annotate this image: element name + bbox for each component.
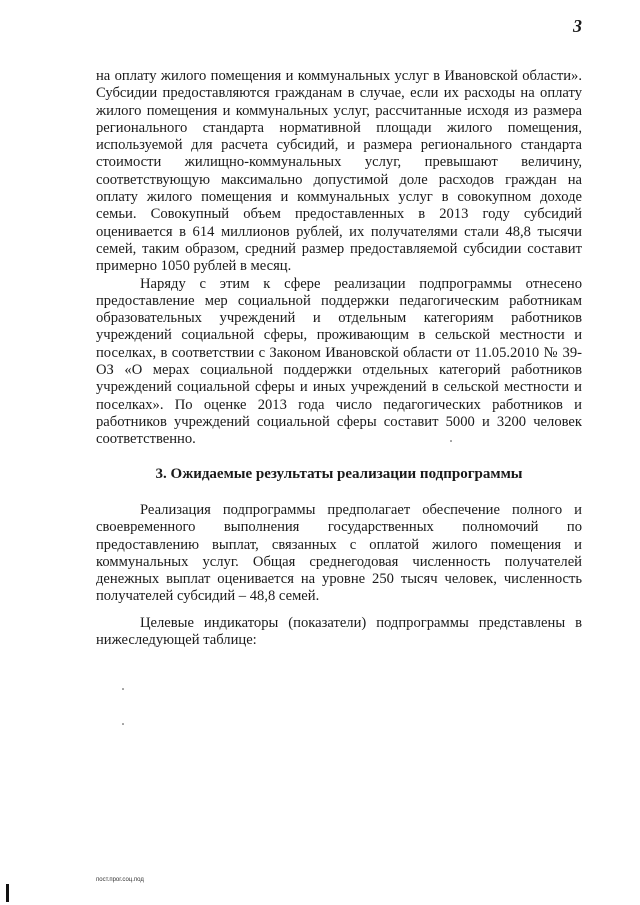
footer-filename: пост.прог.соц.под bbox=[96, 877, 144, 883]
scan-speck bbox=[122, 688, 124, 690]
paragraph-subsidies: на оплату жилого помещения и коммунальных услуг в Ивановской области». Субсидии предоставляются гражданам в случае, если их расходы на оплату жилого помещения и коммунальных услуг, рассчитанные исходя из размера регионального стандарта нормативной площади жилого помещения, используемой для расчета субсидий, и размера регионального стандарта стоимости жилищно-коммунальных услуг, превышают величину, соответствующую максимально допустимой доле расходов граждан на оплату жилого помещения и коммунальных услуг в совокупном доходе семьи. Совокупный объем предоставленных в 2013 году субсидий оценивается в 614 миллионов рублей, их получателями стали 48,8 тысячи семей, таким образом, средний размер предоставляемой субсидии составит примерно 1050 рублей в месяц. bbox=[96, 68, 582, 275]
body-text-top bbox=[96, 68, 582, 449]
page-number: 3 bbox=[573, 16, 582, 36]
section-heading: 3. Ожидаемые результаты реализации подпрограммы bbox=[155, 466, 523, 482]
paragraph-social-support: Наряду с этим к сфере реализации подпрограммы отнесено предоставление мер социальной поддержки педагогическим работникам образовательных учреждений и отдельным категориям работников учреждений социальной сферы, проживающим в сельской местности и поселках, в соответствии с Законом Ивановской области от 11.05.2010 № 39-ОЗ «О мерах социальной поддержки отдельных категорий работников учреждений социальной сферы и иных учреждений в сельской местности и поселках». По оценке 2013 года число педагогических работников и работников учреждений социальной сферы составит 5000 и 3200 человек соответственно. bbox=[96, 275, 582, 448]
paragraph-target-indicators: Целевые индикаторы (показатели) подпрограммы представлены в нижеследующей таблице: bbox=[96, 614, 582, 649]
scan-speck bbox=[122, 723, 124, 725]
scan-edge-mark bbox=[6, 884, 9, 902]
scan-speck bbox=[450, 440, 452, 442]
body-text-results bbox=[96, 502, 582, 649]
paragraph-expected-results: Реализация подпрограммы предполагает обеспечение полного и своевременного выполнения государственных полномочий по предоставлению выплат, связанных с оплатой жилого помещения и коммунальных услуг. Общая среднегодовая численность получателей денежных выплат оценивается на уровне 250 тысяч человек, численность получателей субсидий – 48,8 семей. bbox=[96, 502, 582, 605]
